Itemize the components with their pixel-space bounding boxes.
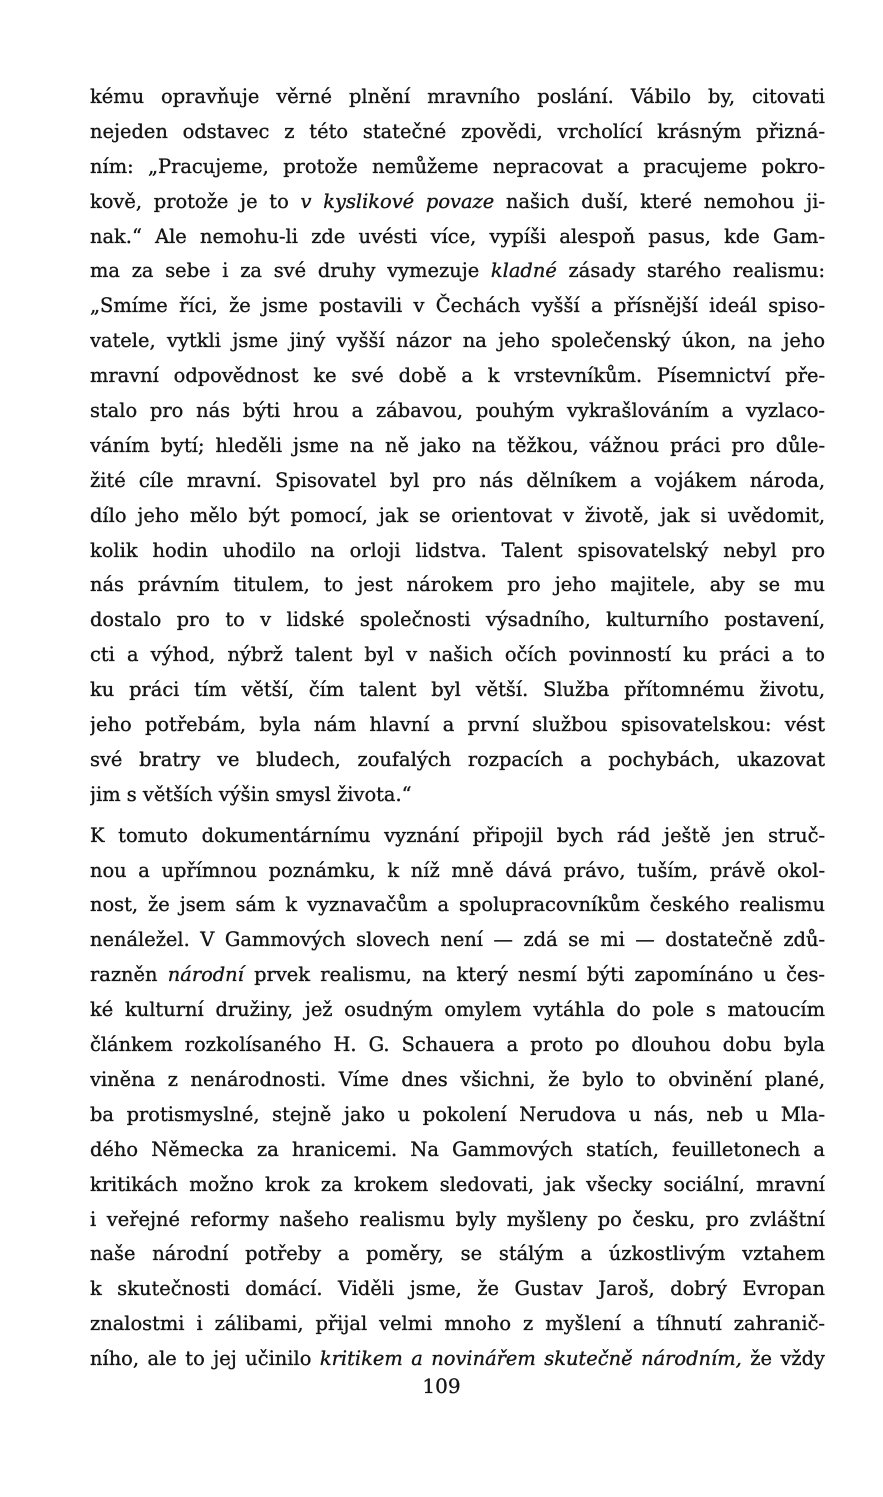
text-line: razněn národní prvek realismu, na který nesmí býti zapomínáno u čes-	[90, 963, 825, 987]
text-line: nenáležel. V Gammových slovech není — zdá se mi — dostatečně zdů-	[90, 928, 825, 952]
text-line: kově, protože je to v kyslikové povaze našich duší, které nemohou ji-	[90, 189, 825, 213]
text-line: ba protismyslné, stejně jako u pokolení Nerudova u nás, neb u Mla-	[90, 1102, 825, 1126]
book-page-text	[90, 80, 825, 1377]
text-line: nás právním titulem, to jest nárokem pro jeho majitele, aby se mu	[90, 573, 825, 597]
paragraph-2	[90, 819, 825, 1377]
text-line: ké kulturní družiny, jež osudným omylem vytáhla do pole s matoucím	[90, 998, 825, 1022]
text-line: ním: „Pracujeme, protože nemůžeme nepracovat a pracujeme pokro-	[90, 154, 825, 178]
text-line: dostalo pro to v lidské společnosti výsadního, kulturního postavení,	[90, 608, 825, 632]
text-line: žité cíle mravní. Spisovatel byl pro nás dělníkem a vojákem národa,	[90, 468, 825, 492]
italic-emphasis: v kyslikové povaze	[300, 189, 495, 213]
text-line: nejeden odstavec z této statečné zpovědi, vrcholící krásným přizná-	[90, 119, 825, 143]
text-line: i veřejné reformy našeho realismu byly myšleny po česku, pro zvláštní	[90, 1207, 825, 1231]
text-line: naše národní potřeby a poměry, se stálým a úzkostlivým vztahem	[90, 1242, 825, 1266]
text-line: stalo pro nás býti hrou a zábavou, pouhým vykrašlováním a vyzlaco-	[90, 399, 825, 423]
text-line: viněna z nenárodnosti. Víme dnes všichni, že bylo to obvinění plané,	[90, 1067, 825, 1091]
text-line: k skutečnosti domácí. Viděli jsme, že Gustav Jaroš, dobrý Evropan	[90, 1277, 825, 1301]
text-line: dého Německa za hranicemi. Na Gammových statích, feuilletonech a	[90, 1137, 825, 1161]
text-line: váním bytí; hleděli jsme na ně jako na těžkou, vážnou práci pro důle-	[90, 433, 825, 457]
italic-emphasis: kritikem a novinářem skutečně národním,	[319, 1347, 742, 1371]
text-line: ního, ale to jej učinilo kritikem a novinářem skutečně národním, že vždy	[90, 1347, 825, 1371]
italic-emphasis: národní	[167, 963, 244, 987]
text-line: nost, že jsem sám k vyznavačům a spolupracovníkům českého realismu	[90, 893, 825, 917]
text-line: dílo jeho mělo být pomocí, jak se orientovat v životě, jak si uvědomit,	[90, 503, 825, 527]
text-line: nou a upřímnou poznámku, k níž mně dává právo, tuším, právě okol-	[90, 858, 825, 882]
text-line: kému opravňuje věrné plnění mravního poslání. Vábilo by, citovati	[90, 85, 825, 108]
paragraph-1	[90, 80, 825, 813]
text-line: „Smíme říci, že jsme postavili v Čechách vyšší a přísnější ideál spiso-	[90, 294, 825, 318]
text-line: kritikách možno krok za krokem sledovati, jak všecky sociální, mravní	[90, 1172, 825, 1196]
text-line: článkem rozkolísaného H. G. Schauera a proto po dlouhou dobu byla	[90, 1033, 825, 1057]
text-line: mravní odpovědnost ke své době a k vrstevníkům. Písemnictví pře-	[90, 364, 825, 388]
text-line: znalostmi i zálibami, přijal velmi mnoho z myšlení a tíhnutí zahranič-	[90, 1312, 825, 1336]
text-line: jim s větších výšin smysl života.“	[90, 782, 412, 806]
text-line: kolik hodin uhodilo na orloji lidstva. Talent spisovatelský nebyl pro	[90, 538, 825, 562]
text-line: ma za sebe i za své druhy vymezuje kladné zásady starého realismu:	[90, 259, 825, 283]
text-line: nak.“ Ale nemohu-li zde uvésti více, vypíši alespoň pasus, kde Gam-	[90, 224, 825, 248]
text-line: cti a výhod, nýbrž talent byl v našich očích povinností ku práci a to	[90, 643, 825, 667]
text-line: jeho potřebám, byla nám hlavní a první službou spisovatelskou: vést	[90, 713, 825, 737]
text-line: své bratry ve bludech, zoufalých rozpacích a pochybách, ukazovat	[90, 747, 825, 771]
text-line: vatele, vytkli jsme jiný vyšší názor na jeho společenský úkon, na jeho	[90, 329, 825, 353]
text-line: K tomuto dokumentárnímu vyznání připojil bych rád ještě jen struč-	[90, 823, 825, 847]
italic-emphasis: kladné	[490, 259, 557, 283]
page-number: 109	[422, 1374, 461, 1398]
text-line: ku práci tím větší, čím talent byl větší. Služba přítomnému životu,	[90, 678, 825, 702]
